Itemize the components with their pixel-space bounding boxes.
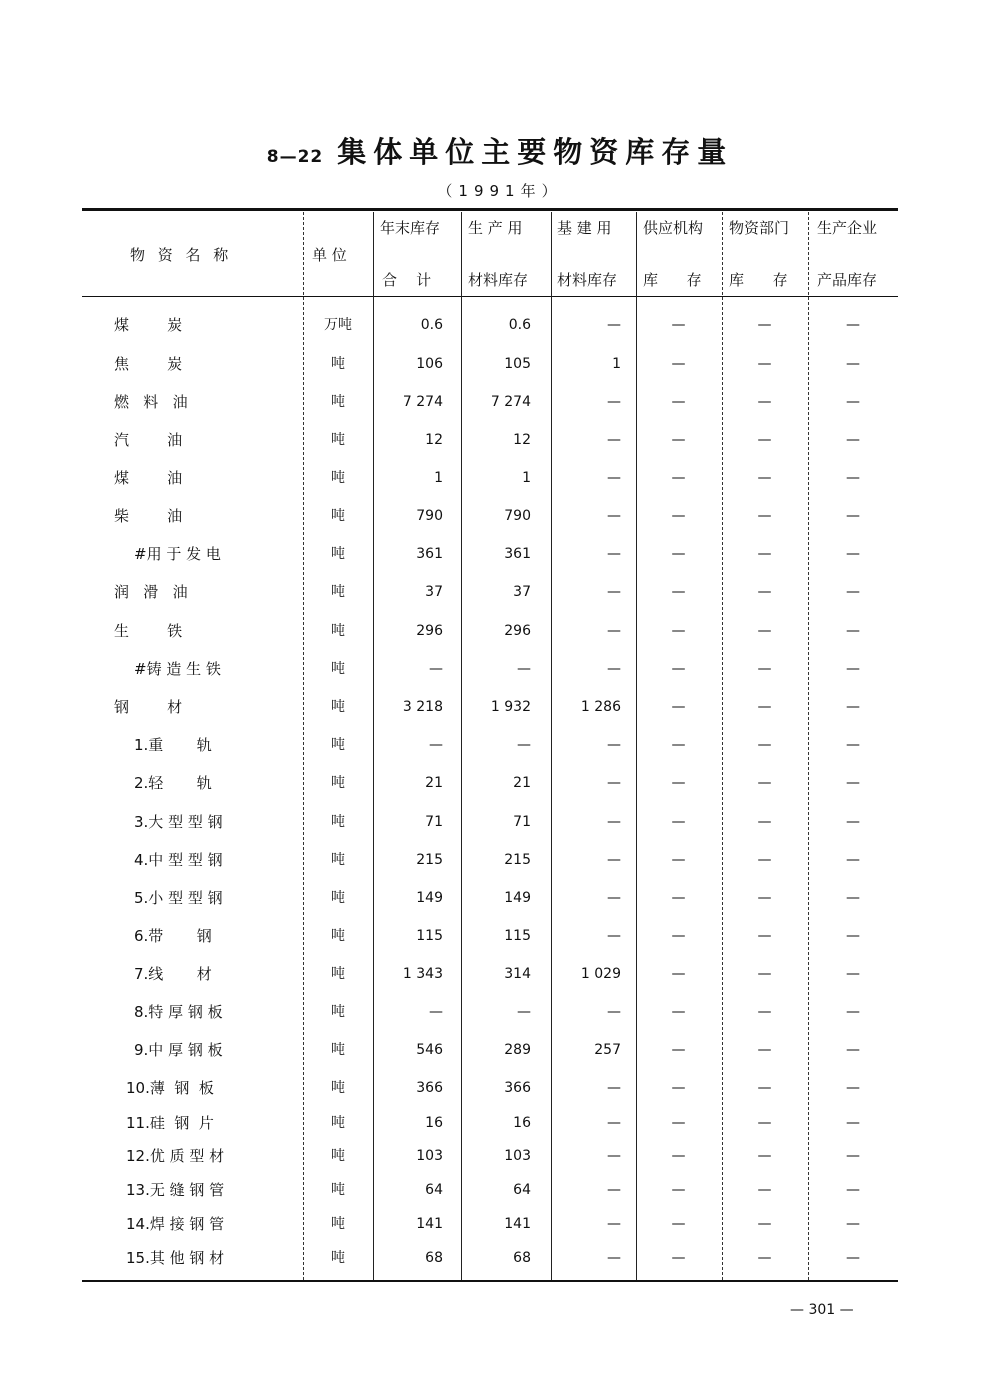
row-name: 煤 炭 [114,316,183,334]
row-cell-c4: — [671,623,686,639]
row-cell-c6: — [846,356,860,372]
row-cell-c3: — [607,890,621,906]
row-cell-c6: — [846,394,860,410]
header-rule [82,296,898,297]
row-cell-c3: — [607,546,621,562]
row-cell-c5: — [757,1042,772,1058]
row-cell-c1: 3 218 [402,699,443,715]
row-cell-c2: 215 [504,852,531,868]
row-cell-c5: — [757,737,772,753]
row-cell-c3: — [607,394,621,410]
row-cell-c2: 1 932 [490,699,531,715]
row-cell-c4: — [671,1250,686,1266]
row-cell-unit: 吨 [331,623,345,639]
row-name: 5.小 型 型 钢 [134,889,223,907]
row-cell-c1: 12 [425,432,443,448]
row-cell-c3: — [607,1148,621,1164]
row-cell-c3: — [607,1080,621,1096]
row-cell-c5: — [757,584,772,600]
row-cell-unit: 吨 [331,814,345,830]
row-cell-c4: — [671,1042,686,1058]
table-title-text: 集体单位主要物资库存量 [337,135,734,169]
row-cell-unit: 吨 [331,966,345,982]
row-cell-c6: — [846,546,860,562]
row-cell-c1: 546 [416,1042,443,1058]
row-cell-c6: — [846,1182,860,1198]
row-cell-c6: — [846,1042,860,1058]
row-cell-c1: 115 [416,928,443,944]
row-cell-c6: — [846,775,860,791]
row-cell-c3: — [607,737,621,753]
row-cell-c3: — [607,928,621,944]
row-cell-c5: — [757,394,772,410]
table-subtitle: （1991年） [437,182,563,200]
row-name: 润 滑 油 [114,583,188,601]
row-cell-c4: — [671,1004,686,1020]
row-cell-c2: 361 [504,546,531,562]
bottom-rule [82,1280,898,1282]
header-c1-bottom: 合 计 [382,271,432,289]
top-rule [82,208,898,211]
row-cell-c5: — [757,661,772,677]
row-cell-c3: 1 [612,356,621,372]
row-cell-c6: — [846,1080,860,1096]
row-cell-c6: — [846,661,860,677]
row-cell-c2: 105 [504,356,531,372]
row-cell-c5: — [757,317,772,333]
row-cell-c6: — [846,470,860,486]
row-cell-unit: 吨 [331,1042,345,1058]
row-name: 焦 炭 [114,355,183,373]
row-cell-c4: — [671,699,686,715]
row-name: #铸 造 生 铁 [134,660,221,678]
row-cell-c6: — [846,1216,860,1232]
row-cell-unit: 吨 [331,1080,345,1096]
row-cell-unit: 吨 [331,1182,345,1198]
row-cell-unit: 吨 [331,470,345,486]
row-name: 钢 材 [114,698,183,716]
row-cell-c4: — [671,317,686,333]
row-cell-c6: — [846,1004,860,1020]
row-cell-c4: — [671,1080,686,1096]
header-c2-top: 生 产 用 [468,219,523,237]
row-cell-c1: — [429,1004,443,1020]
row-cell-c3: — [607,852,621,868]
row-name: 11.硅 钢 片 [126,1114,214,1132]
row-cell-c4: — [671,394,686,410]
row-cell-c6: — [846,508,860,524]
row-cell-c4: — [671,470,686,486]
row-cell-c4: — [671,814,686,830]
row-cell-c2: 141 [504,1216,531,1232]
header-c6-top: 生产企业 [817,219,878,237]
row-cell-c6: — [846,584,860,600]
row-name: 9.中 厚 钢 板 [134,1041,223,1059]
row-cell-c6: — [846,1250,860,1266]
row-cell-c5: — [757,966,772,982]
row-cell-c2: — [517,737,531,753]
row-cell-c1: 21 [425,775,443,791]
row-cell-c5: — [757,1250,772,1266]
row-cell-c5: — [757,356,772,372]
row-name: 汽 油 [114,431,183,449]
row-cell-c4: — [671,737,686,753]
row-cell-c5: — [757,1080,772,1096]
row-cell-c1: 68 [425,1250,443,1266]
row-cell-unit: 吨 [331,852,345,868]
row-cell-c5: — [757,1004,772,1020]
row-cell-c5: — [757,1115,772,1131]
row-cell-c5: — [757,928,772,944]
header-name: 物 资 名 称 [130,246,233,264]
row-cell-unit: 吨 [331,1115,345,1131]
row-cell-unit: 吨 [331,1004,345,1020]
row-cell-c6: — [846,623,860,639]
row-cell-unit: 吨 [331,928,345,944]
row-cell-c3: — [607,1004,621,1020]
row-cell-unit: 吨 [331,1250,345,1266]
row-cell-c2: 296 [504,623,531,639]
row-cell-c1: — [429,737,443,753]
row-cell-c1: 296 [416,623,443,639]
row-cell-unit: 吨 [331,356,345,372]
row-cell-c1: 215 [416,852,443,868]
row-cell-c1: 141 [416,1216,443,1232]
row-cell-c2: 0.6 [508,317,531,333]
row-cell-c3: — [607,1115,621,1131]
row-cell-c2: 12 [513,432,531,448]
row-cell-c4: — [671,1148,686,1164]
row-cell-c1: 366 [416,1080,443,1096]
row-cell-c5: — [757,1182,772,1198]
row-cell-c3: 257 [594,1042,621,1058]
row-cell-c5: — [757,470,772,486]
row-cell-c1: 1 343 [402,966,443,982]
row-cell-c4: — [671,852,686,868]
row-name: 燃 料 油 [114,393,188,411]
row-cell-c6: — [846,1115,860,1131]
header-c6-bottom: 产品库存 [817,271,878,289]
row-cell-c5: — [757,508,772,524]
row-cell-c4: — [671,775,686,791]
row-cell-c6: — [846,928,860,944]
row-cell-c1: 0.6 [420,317,443,333]
row-cell-c2: 7 274 [490,394,531,410]
row-cell-c1: 790 [416,508,443,524]
row-name: #用 于 发 电 [134,545,221,563]
row-cell-c4: — [671,890,686,906]
row-cell-c2: 149 [504,890,531,906]
row-cell-c6: — [846,890,860,906]
row-cell-c6: — [846,966,860,982]
row-cell-c5: — [757,890,772,906]
row-cell-c6: — [846,814,860,830]
row-cell-c2: 1 [522,470,531,486]
row-cell-c5: — [757,814,772,830]
row-cell-unit: 吨 [331,1216,345,1232]
table-title [0,130,1000,171]
row-cell-c6: — [846,432,860,448]
row-cell-c2: 16 [513,1115,531,1131]
row-cell-c3: — [607,508,621,524]
row-cell-c3: — [607,470,621,486]
header-c5-bottom: 库 存 [729,271,788,289]
row-cell-c2: 21 [513,775,531,791]
row-cell-c4: — [671,1216,686,1232]
row-cell-c1: 64 [425,1182,443,1198]
row-cell-c2: 71 [513,814,531,830]
header-c1-top: 年末库存 [380,219,441,237]
row-cell-c2: — [517,1004,531,1020]
row-cell-c2: 289 [504,1042,531,1058]
row-cell-c1: 16 [425,1115,443,1131]
row-cell-c3: — [607,814,621,830]
row-cell-unit: 吨 [331,546,345,562]
row-cell-c3: — [607,623,621,639]
row-cell-c4: — [671,508,686,524]
row-name: 4.中 型 型 钢 [134,851,223,869]
row-cell-c3: — [607,661,621,677]
row-cell-c1: 37 [425,584,443,600]
row-cell-unit: 吨 [331,508,345,524]
row-cell-c5: — [757,852,772,868]
row-cell-c1: 103 [416,1148,443,1164]
row-cell-c4: — [671,584,686,600]
row-name: 3.大 型 型 钢 [134,813,223,831]
row-cell-c5: — [757,623,772,639]
row-cell-unit: 吨 [331,661,345,677]
row-cell-c4: — [671,546,686,562]
row-cell-c1: 361 [416,546,443,562]
row-name: 12.优 质 型 材 [126,1147,225,1165]
row-cell-c2: 37 [513,584,531,600]
row-cell-c2: 314 [504,966,531,982]
row-cell-c3: — [607,1216,621,1232]
row-cell-unit: 吨 [331,394,345,410]
row-cell-unit: 吨 [331,775,345,791]
row-name: 13.无 缝 钢 管 [126,1181,225,1199]
row-name: 10.薄 钢 板 [126,1079,214,1097]
row-cell-c5: — [757,699,772,715]
row-cell-c3: — [607,584,621,600]
row-cell-c2: 68 [513,1250,531,1266]
row-cell-c4: — [671,1182,686,1198]
row-cell-unit: 吨 [331,737,345,753]
row-name: 煤 油 [114,469,183,487]
header-c3-top: 基 建 用 [557,219,612,237]
row-cell-c4: — [671,356,686,372]
row-cell-c2: 366 [504,1080,531,1096]
row-cell-c5: — [757,775,772,791]
row-cell-unit: 万吨 [324,317,352,333]
row-cell-c3: — [607,1182,621,1198]
row-cell-c6: — [846,852,860,868]
row-cell-c2: 64 [513,1182,531,1198]
row-name: 生 铁 [114,622,183,640]
row-cell-c4: — [671,966,686,982]
row-cell-c2: 103 [504,1148,531,1164]
row-cell-c6: — [846,699,860,715]
row-name: 15.其 他 钢 材 [126,1249,225,1267]
row-cell-c2: — [517,661,531,677]
row-cell-c6: — [846,317,860,333]
row-cell-c1: 7 274 [402,394,443,410]
header-c5-top: 物资部门 [729,219,790,237]
row-name: 柴 油 [114,507,183,525]
row-cell-c3: — [607,317,621,333]
row-cell-c1: 149 [416,890,443,906]
row-cell-c3: 1 286 [580,699,621,715]
row-cell-c5: — [757,546,772,562]
row-cell-c4: — [671,928,686,944]
row-cell-unit: 吨 [331,432,345,448]
table-number: 8—22 [266,147,324,167]
row-cell-c5: — [757,1148,772,1164]
row-cell-unit: 吨 [331,1148,345,1164]
row-cell-c4: — [671,432,686,448]
header-unit: 单 位 [312,246,347,264]
row-name: 1.重 轨 [134,736,212,754]
row-cell-c1: 106 [416,356,443,372]
row-cell-unit: 吨 [331,890,345,906]
row-name: 8.特 厚 钢 板 [134,1003,223,1021]
header-c3-bottom: 材料库存 [557,271,618,289]
row-cell-c3: — [607,1250,621,1266]
row-cell-c4: — [671,661,686,677]
row-cell-c1: 1 [434,470,443,486]
row-cell-c6: — [846,1148,860,1164]
row-name: 14.焊 接 钢 管 [126,1215,225,1233]
header-c2-bottom: 材料库存 [468,271,529,289]
row-cell-c3: — [607,432,621,448]
row-cell-c5: — [757,432,772,448]
row-cell-c5: — [757,1216,772,1232]
row-cell-c6: — [846,737,860,753]
row-cell-c1: 71 [425,814,443,830]
row-cell-c1: — [429,661,443,677]
header-c4-top: 供应机构 [643,219,704,237]
row-name: 2.轻 轨 [134,774,212,792]
row-cell-c2: 790 [504,508,531,524]
row-cell-unit: 吨 [331,584,345,600]
row-cell-c3: 1 029 [580,966,621,982]
row-cell-c4: — [671,1115,686,1131]
row-cell-unit: 吨 [331,699,345,715]
row-cell-c2: 115 [504,928,531,944]
row-name: 6.带 钢 [134,927,212,945]
row-name: 7.线 材 [134,965,212,983]
header-c4-bottom: 库 存 [643,271,702,289]
row-cell-c3: — [607,775,621,791]
page-number: — 301 — [790,1302,854,1318]
